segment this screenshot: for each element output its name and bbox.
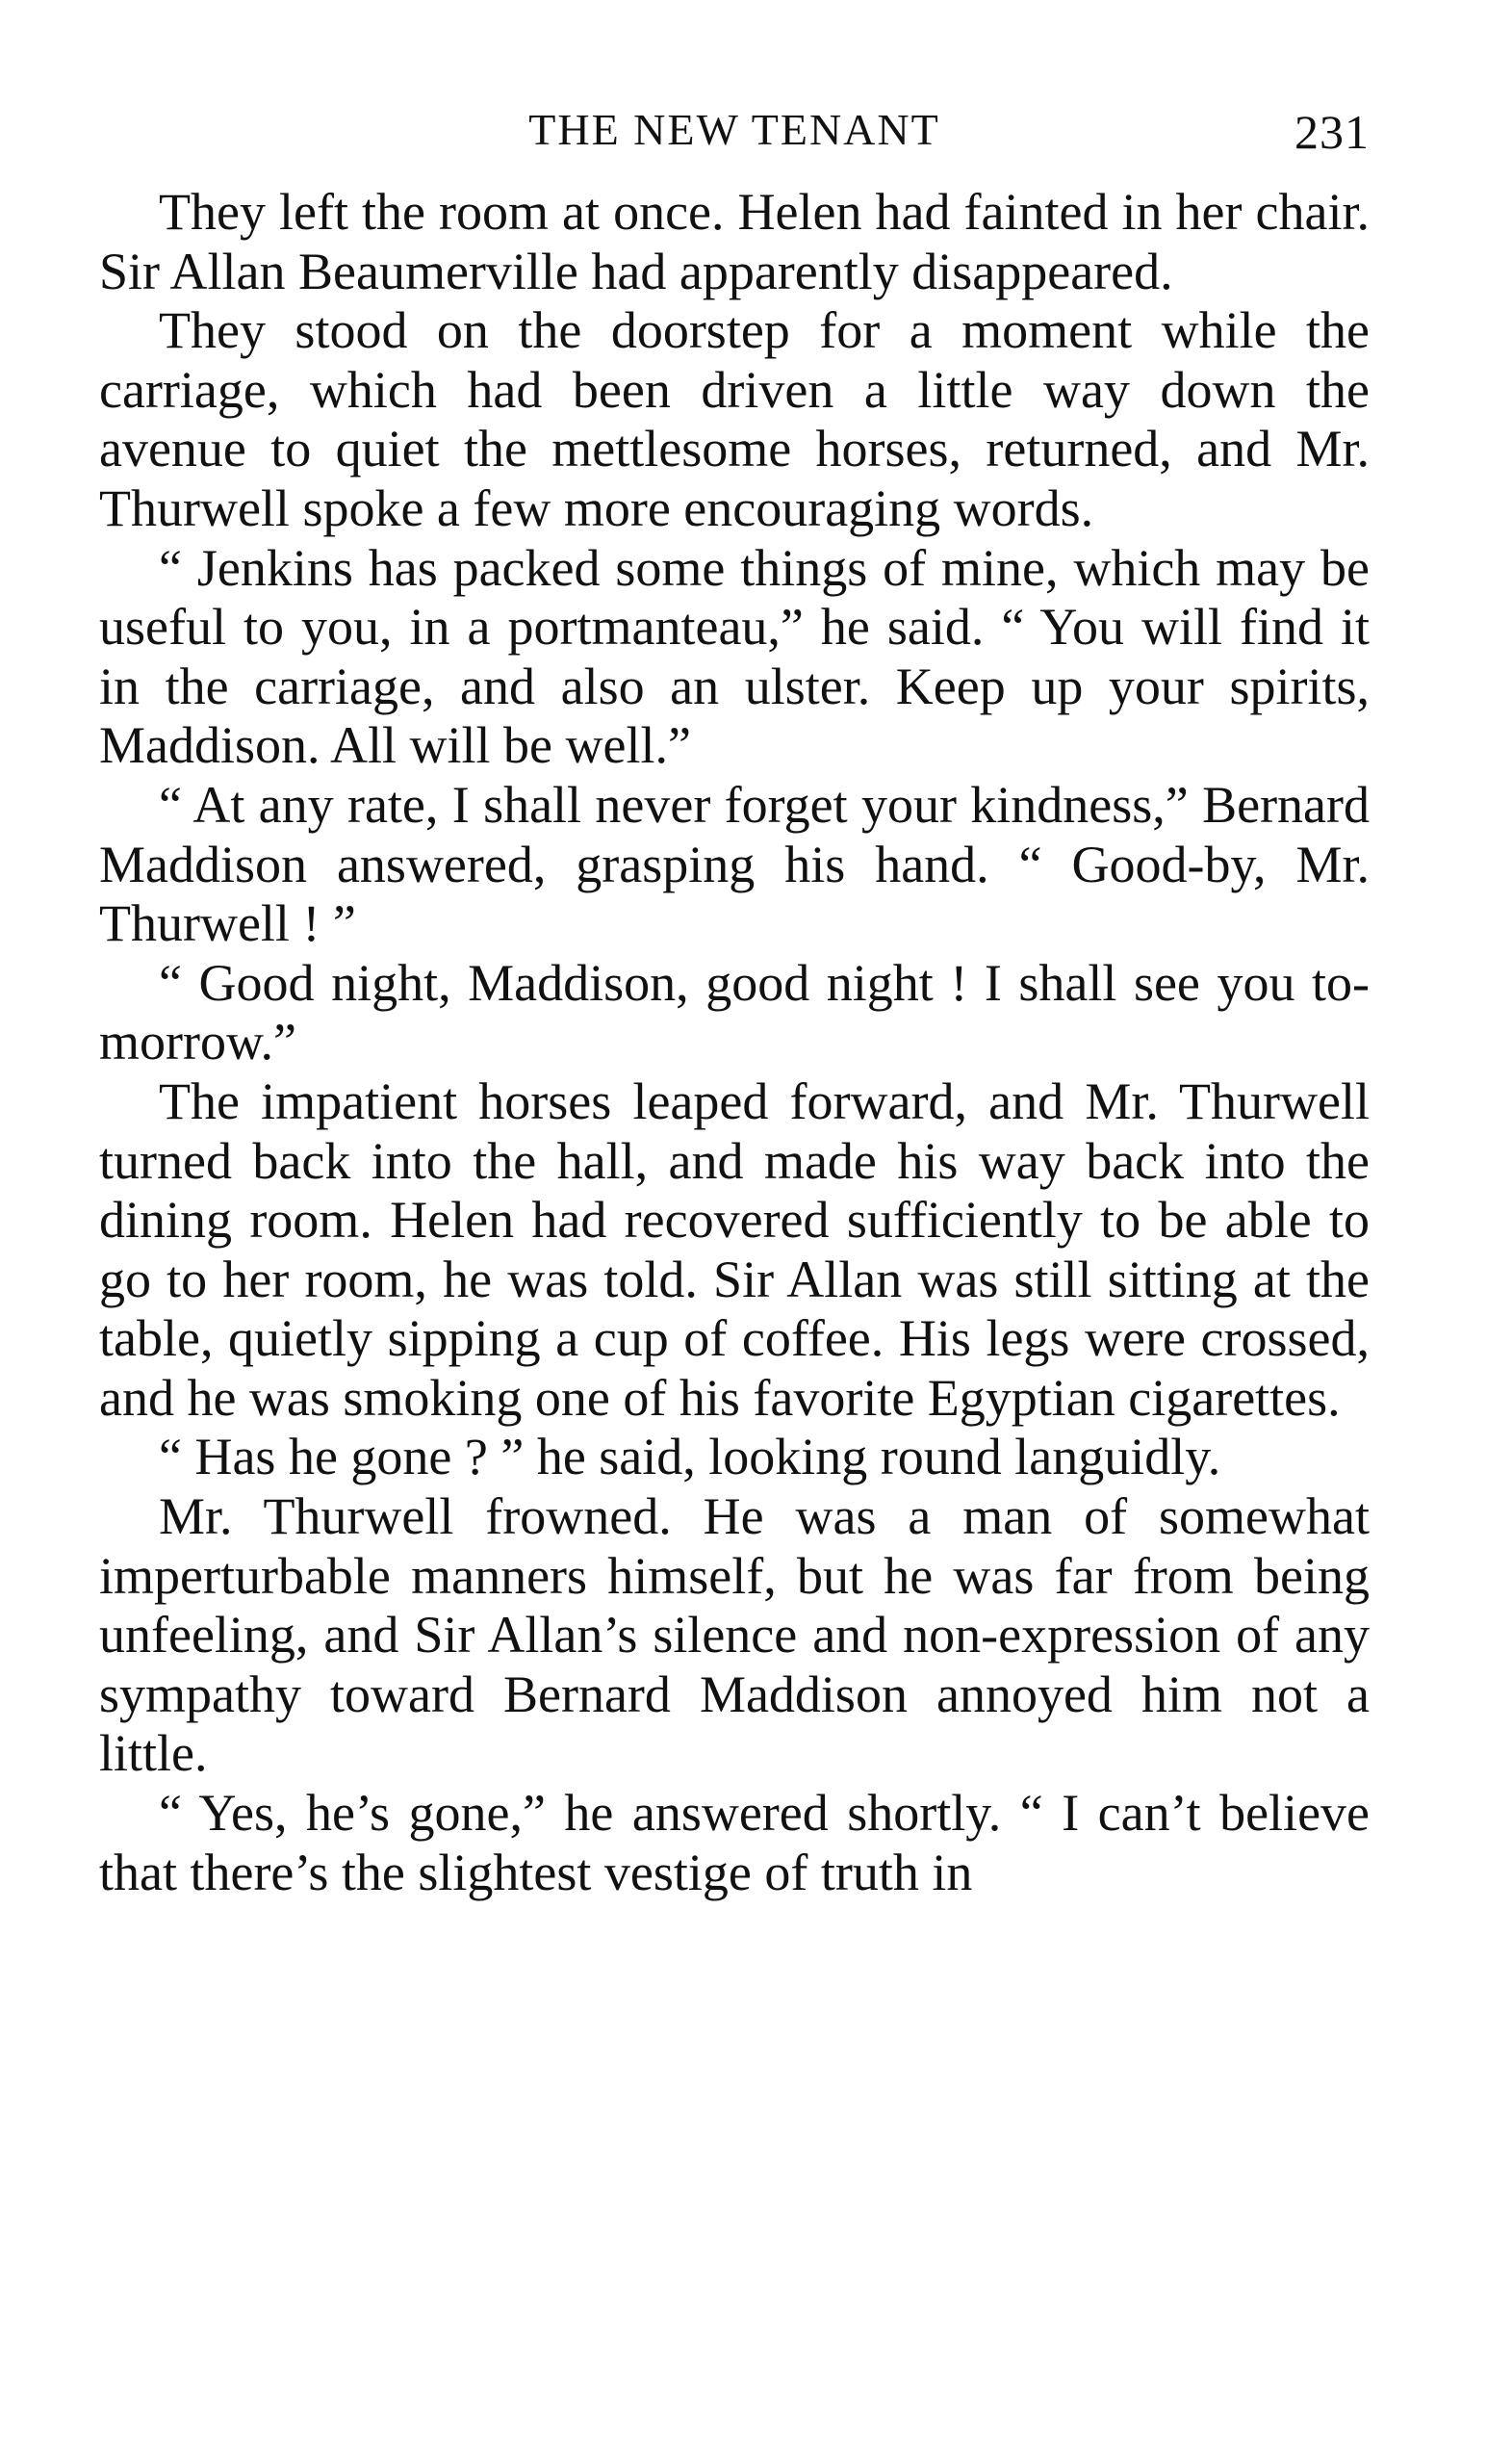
- paragraph: “ Yes, he’s gone,” he answered shortly. “ I can’t believe that there’s the slightest vestige of truth in: [99, 1784, 1370, 1901]
- page-number: 231: [1294, 105, 1370, 159]
- body-text: [99, 183, 1370, 1902]
- paragraph: They stood on the doorstep for a moment while the carriage, which had been driven a little way down the avenue to quiet the mettlesome horses, returned, and Mr. Thurwell spoke a few more encouraging words.: [99, 301, 1370, 537]
- paragraph: The impatient horses leaped forward, and Mr. Thurwell turned back into the hall, and made his way back into the dining room. Helen had recovered sufficiently to be able to go to her room, he was told. Sir Allan was still sitting at the table, quietly sipping a cup of coffee. His legs were crossed, and he was smoking one of his favorite Egyptian cigarettes.: [99, 1071, 1370, 1427]
- paragraph: “ Jenkins has packed some things of mine, which may be useful to you, in a portmanteau,” he said. “ You will find it in the carriage, and also an ulster. Keep up your spirits, Maddison. All will be well.”: [99, 538, 1370, 775]
- paragraph: “ Good night, Maddison, good night ! I shall see you to-morrow.”: [99, 953, 1370, 1071]
- running-head: [99, 104, 1370, 171]
- paragraph: “ Has he gone ? ” he said, looking round languidly.: [159, 1428, 1221, 1486]
- running-title: THE NEW TENANT: [528, 105, 940, 154]
- paragraph: They left the room at once. Helen had fainted in her chair. Sir Allan Beaumerville had apparently disappeared.: [99, 183, 1370, 300]
- paragraph: “ At any rate, I shall never forget your kindness,” Bernard Maddison answered, grasping his hand. “ Good-by, Mr. Thurwell ! ”: [99, 775, 1370, 953]
- book-page: [99, 104, 1370, 1902]
- paragraph: Mr. Thurwell frowned. He was a man of somewhat imperturbable manners himself, but he was far from being unfeeling, and Sir Allan’s silence and non-expression of any sympathy toward Bernard Maddison annoyed him not a little.: [99, 1487, 1370, 1783]
